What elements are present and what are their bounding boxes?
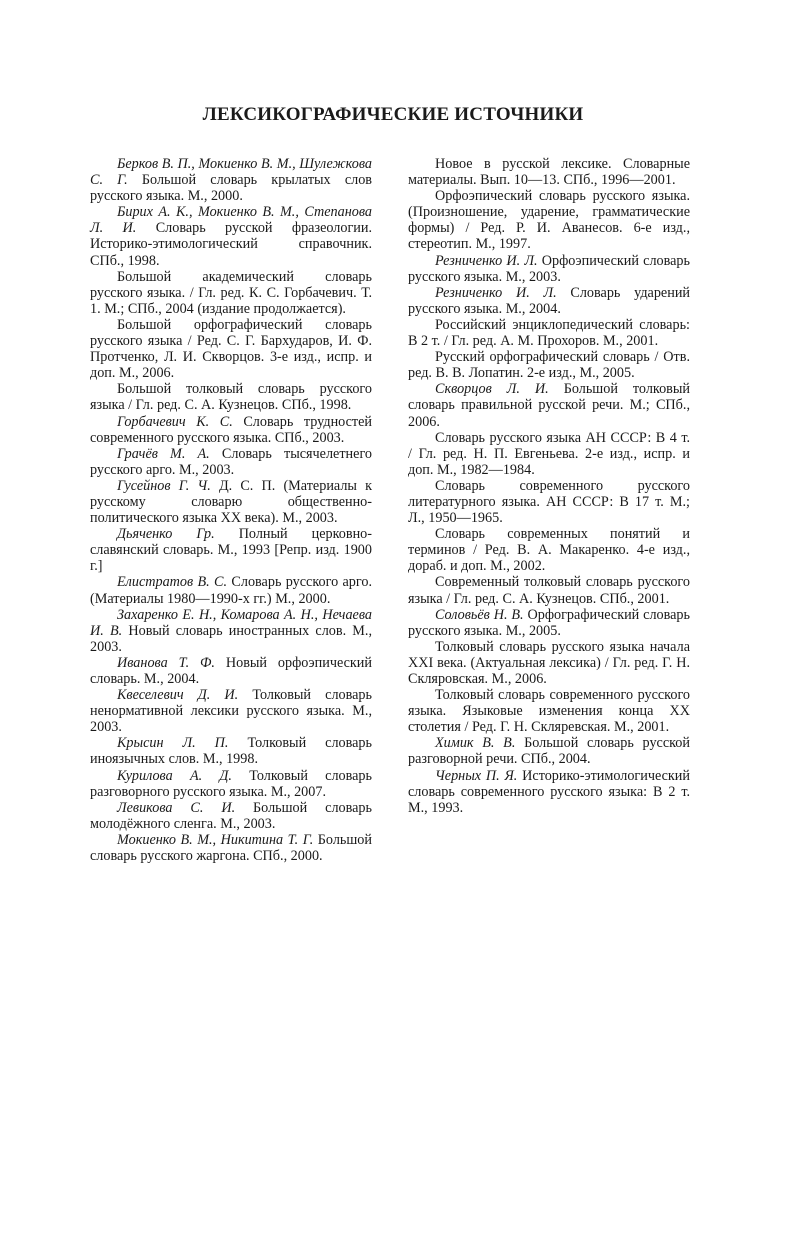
entry-author: Химик В. В.	[435, 735, 516, 752]
entry-text: Орфоэпический словарь русского языка. М., 2003.	[408, 252, 690, 285]
bibliography-entry	[90, 768, 372, 800]
entry-text: Словарь русского арго. (Материалы 1980—1990-х гг.) М., 2000.	[90, 574, 372, 607]
bibliography-entry	[408, 156, 690, 188]
bibliography-entry	[408, 381, 690, 429]
entry-author: Мокиенко В. М., Никитина Т. Г.	[117, 831, 314, 848]
bibliography-entry	[90, 687, 372, 735]
entry-author: Елистратов В. С.	[117, 574, 228, 591]
bibliography-entry	[408, 607, 690, 639]
entry-text: Словарь трудностей современного русского языка. СПб., 2003.	[90, 413, 373, 446]
entry-text: Русский орфографический словарь / Отв. ред. В. В. Лопатин. 2-е изд., М., 2005.	[408, 349, 690, 382]
bibliography-entry	[408, 317, 690, 349]
entry-author: Квеселевич Д. И.	[117, 687, 239, 704]
bibliography-entry	[408, 478, 690, 526]
bibliography-entry	[90, 574, 372, 606]
bibliography-entry	[90, 156, 372, 204]
entry-text: Словарь тысячелетнего русского арго. М., 2003.	[90, 445, 373, 478]
right-column	[408, 156, 690, 816]
bibliography-entry	[90, 735, 372, 767]
bibliography-entry	[90, 381, 372, 413]
entry-text: Современный толковый словарь русского языка / Гл. ред. С. А. Кузнецов. СПб., 2001.	[408, 574, 690, 607]
entry-text: Словарь современных понятий и терминов / Ред. В. А. Макаренко. 4-е изд., дораб. и доп. М., 2002.	[408, 526, 690, 575]
bibliography-entry	[408, 768, 690, 816]
bibliography-entry	[408, 188, 690, 252]
entry-text: Толковый словарь ненормативной лексики русского языка. М., 2003.	[90, 687, 372, 736]
entry-author: Грачёв М. А.	[117, 445, 210, 462]
entry-text: Словарь русской фразеологии. Историко-этимологический справочник. СПб., 1998.	[90, 220, 372, 269]
entry-author: Бирих А. К., Мокиенко В. М., Степанова Л. И.	[90, 204, 372, 237]
bibliography-entry	[408, 574, 690, 606]
bibliography-entry	[408, 735, 690, 767]
entry-text: Новое в русской лексике. Словарные материалы. Вып. 10—13. СПб., 1996—2001.	[408, 156, 690, 189]
entry-text: Большой толковый словарь русского языка / Гл. ред. С. А. Кузнецов. СПб., 1998.	[90, 381, 372, 414]
bibliography-entry	[90, 317, 372, 381]
entry-text: Словарь русского языка АН СССР: В 4 т. / Гл. ред. Н. П. Евгеньева. 2-е изд., испр. и доп. М., 1982—1984.	[408, 429, 690, 478]
entry-text: Большой словарь русского жаргона. СПб., 2000.	[90, 831, 372, 865]
entry-author: Левикова С. И.	[117, 799, 236, 816]
bibliography-entry	[90, 800, 372, 832]
bibliography-entry	[90, 478, 372, 526]
entry-author: Курилова А. Д.	[117, 767, 232, 784]
bibliography-entry	[90, 204, 372, 268]
entry-author: Гусейнов Г. Ч.	[117, 477, 211, 494]
entry-text: Толковый словарь русского языка начала XXI века. (Актуальная лексика) / Гл. ред. Г. Н. Скляровская. М., 2006.	[408, 638, 690, 687]
bibliography-entry	[408, 687, 690, 735]
entry-text: Новый орфоэпический словарь. М., 2004.	[90, 654, 372, 687]
bibliography-entry	[90, 655, 372, 687]
bibliography-entry	[408, 285, 690, 317]
entry-author: Резниченко И. Л.	[435, 284, 557, 301]
entry-text: Большой словарь крылатых слов русского языка. М., 2000.	[90, 172, 372, 205]
entry-author: Иванова Т. Ф.	[117, 654, 215, 671]
entry-author: Соловьёв Н. В.	[435, 606, 524, 623]
bibliography-entry	[90, 526, 372, 574]
entry-author: Резниченко И. Л.	[435, 252, 538, 269]
entry-text: Большой толковый словарь правильной русской речи. М.; СПб., 2006.	[408, 381, 690, 430]
entry-text: Полный церковно-славянский словарь. М., 1993 [Репр. изд. 1900 г.]	[90, 526, 372, 575]
page-title: ЛЕКСИКОГРАФИЧЕСКИЕ ИСТОЧНИКИ	[202, 104, 584, 125]
left-column	[90, 156, 372, 864]
entry-author: Дьяченко Гр.	[117, 526, 215, 543]
entry-text: Большой академический словарь русского языка. / Гл. ред. К. С. Горбачевич. Т. 1. М.; СПб., 2004 (издание продолжается).	[90, 268, 372, 317]
bibliography-entry	[90, 446, 372, 478]
entry-text: Словарь ударений русского языка. М., 2004.	[408, 284, 690, 317]
bibliography-entry	[408, 349, 690, 381]
bibliography-entry	[90, 832, 372, 864]
entry-author: Горбачевич К. С.	[117, 413, 233, 430]
bibliography-entry	[408, 639, 690, 687]
entry-author: Берков В. П., Мокиенко В. М., Шулежкова С. Г.	[90, 156, 372, 189]
entry-text: Д. С. П. (Материалы к русскому словарю общественно-политического языка XX века). М., 2003.	[90, 477, 373, 527]
entry-text: Орфографический словарь русского языка. М., 2005.	[408, 606, 690, 639]
entry-text: Толковый словарь современного русского языка. Языковые изменения конца XX столетия / Ред. Г. Н. Скляревская. М., 2001.	[408, 687, 690, 736]
entry-author: Скворцов Л. И.	[435, 381, 549, 398]
entry-text: Толковый словарь разговорного русского языка. М., 2007.	[90, 767, 372, 800]
entry-text: Историко-этимологический словарь современного русского языка: В 2 т. М., 1993.	[408, 767, 690, 816]
bibliography-entry	[90, 269, 372, 317]
entry-text: Орфоэпический словарь русского языка. (Произношение, ударение, грамматические формы) / Ред. Р. И. Аванесов. 6-е изд., стереотип. М., 1997.	[408, 188, 690, 253]
bibliography-entry	[90, 607, 372, 655]
entry-text: Российский энциклопедический словарь: В 2 т. / Гл. ред. А. М. Прохоров. М., 2001.	[408, 316, 690, 350]
entry-author: Захаренко Е. Н., Комарова А. Н., Нечаева И. В.	[90, 606, 372, 639]
entry-text: Новый словарь иностранных слов. М., 2003.	[90, 622, 373, 655]
bibliography-entry	[408, 253, 690, 285]
bibliography-entry	[408, 430, 690, 478]
entry-text: Большой орфографический словарь русского языка / Ред. С. Г. Бархударов, И. Ф. Протченко, Л. И. Скворцов. 3-е изд., испр. и доп. М., 2006.	[90, 316, 372, 382]
entry-author: Черных П. Я.	[435, 767, 518, 784]
entry-text: Большой словарь молодёжного сленга. М., 2003.	[90, 799, 372, 832]
entry-text: Большой словарь русской разговорной речи. СПб., 2004.	[408, 735, 690, 768]
entry-author: Крысин Л. П.	[117, 735, 229, 752]
entry-text: Толковый словарь иноязычных слов. М., 1998.	[90, 735, 372, 768]
bibliography-entry	[408, 526, 690, 574]
entry-text: Словарь современного русского литературного языка. АН СССР: В 17 т. М.; Л., 1950—1965.	[408, 477, 690, 527]
bibliography-entry	[90, 414, 372, 446]
